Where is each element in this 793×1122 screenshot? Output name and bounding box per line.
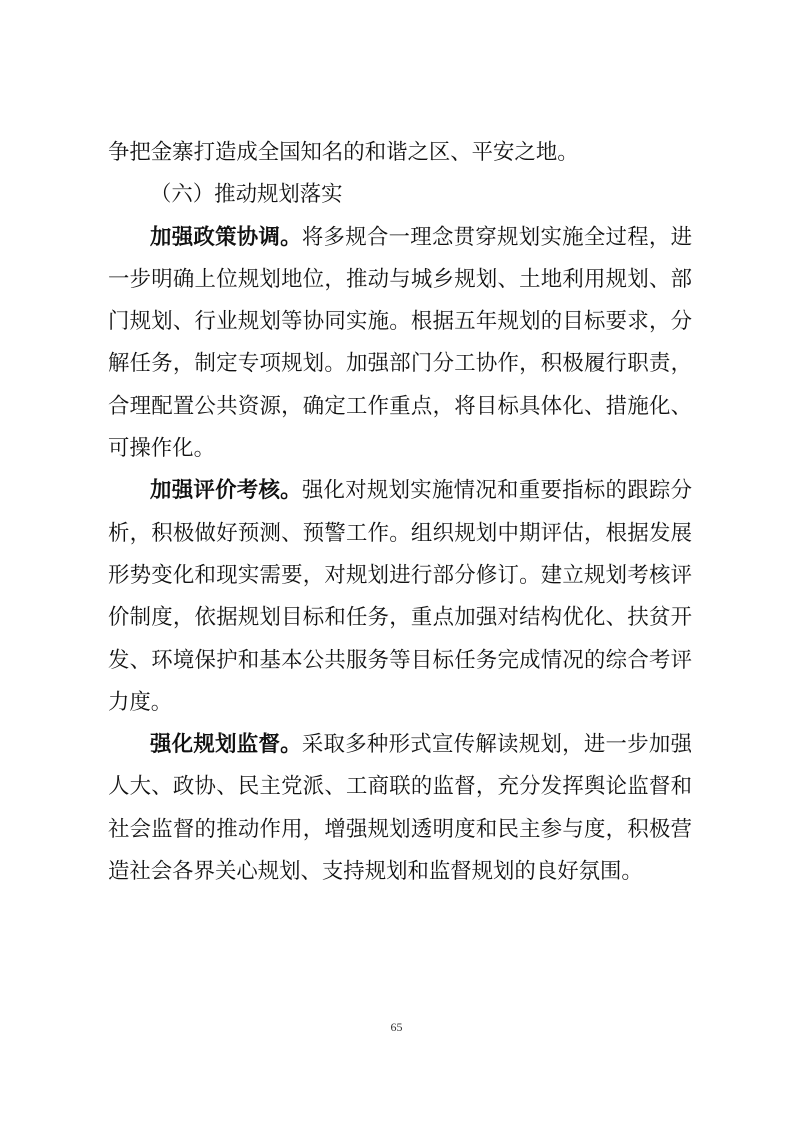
- paragraph-2-line-6: 力度。: [108, 689, 173, 715]
- paragraph-2-line-1: [108, 470, 692, 512]
- paragraph-2-lead: 加强评价考核。: [150, 478, 302, 504]
- paragraph-3-lead: 强化规划监督。: [150, 732, 302, 758]
- paragraph-1-line-1: [108, 217, 692, 259]
- paragraph-1-line-6: 可操作化。: [108, 436, 215, 462]
- paragraph-1-line-5: 合理配置公共资源，确定工作重点，将目标具体化、措施化、: [108, 393, 692, 419]
- paragraph-1-lead: 加强政策协调。: [150, 224, 302, 250]
- paragraph-3-text: 采取多种形式宣传解读规划，进一步加强: [301, 732, 692, 758]
- paragraph-2-text: 强化对规划实施情况和重要指标的跟踪分: [301, 478, 692, 504]
- continuation-line: 争把金寨打造成全国知名的和谐之区、平安之地。: [108, 140, 579, 165]
- paragraph-3-line-3: 社会监督的推动作用，增强规划透明度和民主参与度，积极营: [108, 816, 692, 842]
- paragraph-1-line-4: 解任务，制定专项规划。加强部门分工协作，积极履行职责，: [108, 351, 692, 377]
- paragraph-1-line-2: 一步明确上位规划地位，推动与城乡规划、土地利用规划、部: [108, 266, 692, 292]
- body-text: [108, 132, 692, 893]
- paragraph-3-line-4: 造社会各界关心规划、支持规划和监督规划的良好氛围。: [108, 859, 643, 885]
- paragraph-3-line-2: 人大、政协、民主党派、工商联的监督，充分发挥舆论监督和: [108, 774, 692, 800]
- paragraph-2-line-4: 价制度，依据规划目标和任务，重点加强对结构优化、扶贫开: [108, 605, 692, 631]
- paragraph-1-line-3: 门规划、行业规划等协同实施。根据五年规划的目标要求，分: [108, 309, 692, 335]
- paragraph-3-line-1: [108, 724, 692, 766]
- section-heading: （六）推动规划落实: [150, 182, 343, 208]
- paragraph-2-line-3: 形势变化和现实需要，对规划进行部分修订。建立规划考核评: [108, 562, 692, 588]
- paragraph-2-line-5: 发、环境保护和基本公共服务等目标任务完成情况的综合考评: [108, 647, 692, 673]
- paragraph-1-text: 将多规合一理念贯穿规划实施全过程，进: [301, 224, 692, 250]
- paragraph-2-line-2: 析，积极做好预测、预警工作。组织规划中期评估，根据发展: [108, 520, 692, 546]
- page-number: 65: [390, 1020, 403, 1034]
